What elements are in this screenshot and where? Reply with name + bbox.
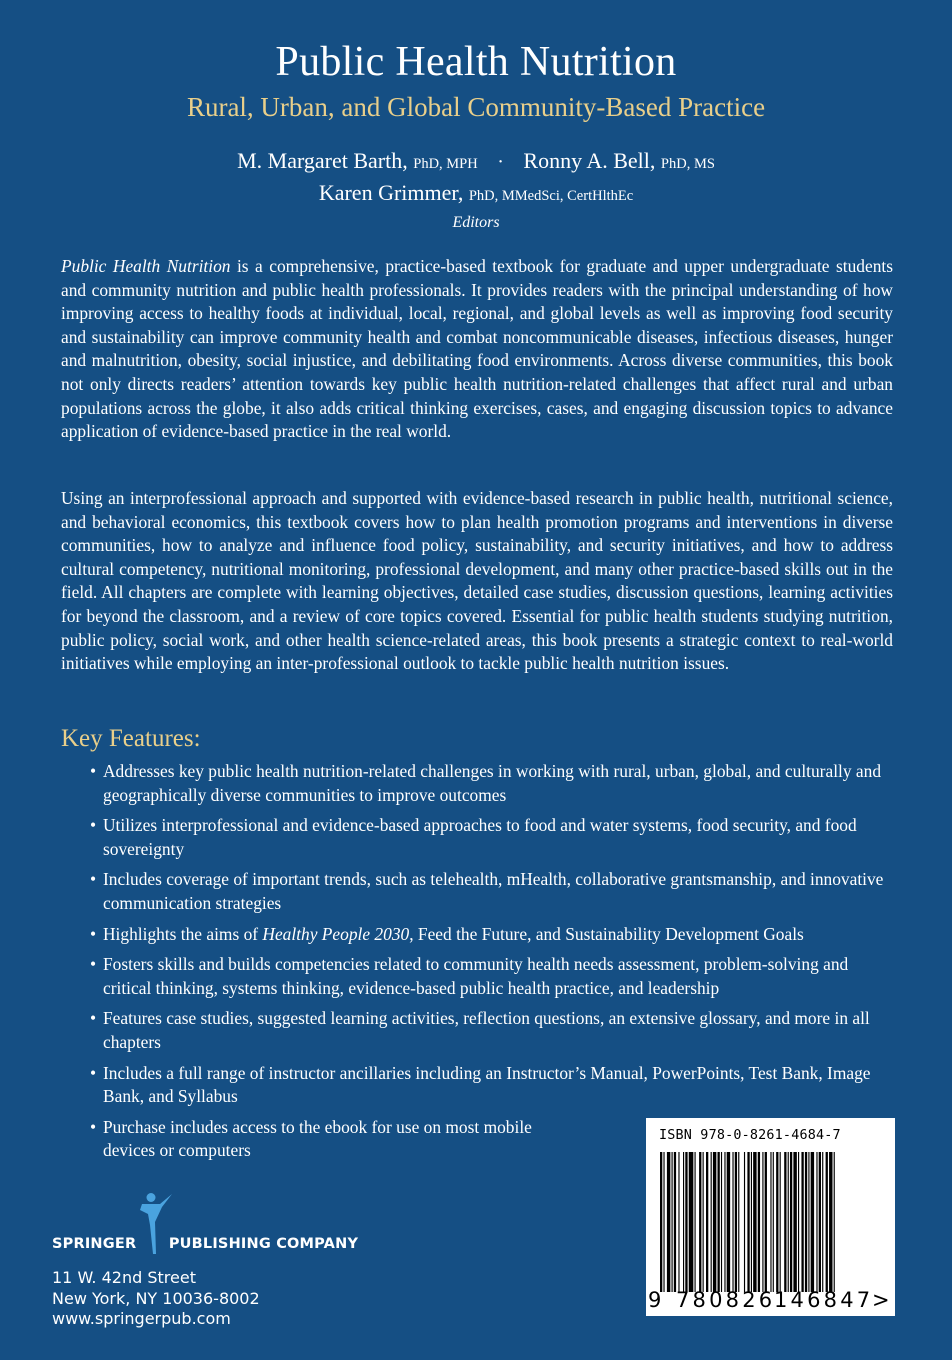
barcode-bar (672, 1152, 673, 1292)
barcode-bar (790, 1152, 792, 1292)
barcode-bar (685, 1152, 687, 1292)
barcode-bar (811, 1152, 814, 1292)
bullet-icon: • (90, 1062, 97, 1083)
list-item (90, 814, 890, 861)
editor-name: Ronny A. Bell, (523, 148, 656, 173)
list-item (90, 868, 890, 915)
bullet-icon: • (90, 923, 97, 944)
list-item-text: Includes coverage of important trends, such as telehealth, mHealth, collaborative grantsmanship, and innovative communication strategies (103, 869, 884, 913)
barcode-bar (747, 1152, 749, 1292)
barcode-bars (660, 1152, 880, 1292)
barcode-bar (695, 1152, 696, 1292)
barcode-bar (703, 1152, 704, 1292)
list-item (90, 1062, 890, 1109)
barcode-bar (784, 1152, 786, 1292)
description-paragraph-2: Using an interprofessional approach and supported with evidence-based research in public health, nutritional science, and behavioral economics, this textbook covers how to plan health promotion programs and interventions in diverse communities, how to analyze and influence food policy, sustainability, and security initiatives, and how to address cultural competency, nutritional monitoring, professional development, and many other practice-based skills out in the field. All chapters are complete with learning objectives, detailed case studies, discussion questions, learning activities for beyond the classroom, and a review of core topics covered. Essential for public health students studying nutrition, public policy, social work, and other health science-related areas, this book presents a strategic context to real-world initiatives while employing an inter-professional outlook to tackle public health nutrition issues. (61, 488, 893, 674)
barcode-bar (667, 1152, 670, 1292)
list-item-text: Fosters skills and builds competencies related to community health needs assessment, problem-solving and critical thinking, systems thinking, evidence-based public health practice, and leadership (103, 954, 849, 998)
list-item (90, 760, 890, 807)
barcode-bar (826, 1152, 828, 1292)
title-reference: Healthy People 2030 (262, 923, 410, 944)
barcode-bar (822, 1152, 823, 1292)
barcode-bar (732, 1152, 733, 1292)
editor-credentials: PhD, MS (660, 156, 715, 172)
barcode-bar (674, 1152, 676, 1292)
list-item-text: Includes a full range of instructor ancillaries including an Instructor’s Manual, PowerPoints, Test Bank, Image Bank, and Syllabus (103, 1062, 871, 1107)
barcode-bar (713, 1152, 716, 1292)
list-item (90, 1007, 890, 1054)
list-item-text: Purchase includes access to the ebook for use on most mobile devices or computers (103, 1116, 532, 1161)
isbn-barcode (646, 1118, 895, 1316)
publisher-name-left: SPRINGER (52, 1236, 137, 1252)
address-line: New York, NY 10036-8002 (52, 1288, 260, 1308)
publisher-website: www.springerpub.com (52, 1309, 231, 1328)
publisher-name-right: PUBLISHING COMPANY (168, 1236, 359, 1252)
publisher-logo (52, 1192, 372, 1264)
key-features-heading: Key Features: (61, 725, 201, 752)
barcode-bar (780, 1152, 781, 1292)
barcode-digits-left: 780826 (676, 1288, 776, 1312)
barcode-bar (735, 1152, 737, 1292)
barcode-bar (819, 1152, 821, 1292)
barcode-bar (816, 1152, 817, 1292)
barcode-bar (753, 1152, 756, 1292)
barcode-bar (762, 1152, 763, 1292)
title-reference: Public Health Nutrition (61, 256, 231, 276)
key-features-list (90, 760, 890, 1170)
bullet-icon: • (90, 869, 97, 890)
publisher-name (52, 1236, 358, 1252)
editor-credentials: PhD, MMedSci, CertHlthEc (468, 188, 634, 204)
barcode-bar (801, 1152, 803, 1292)
barcode-bar (770, 1152, 771, 1292)
bullet-icon: • (90, 815, 97, 836)
list-item-text: , Feed the Future, and Sustainability Development Goals (409, 923, 804, 944)
barcode-bar (765, 1152, 767, 1292)
barcode-bar (773, 1152, 774, 1292)
barcode-digits-right: 146847 (774, 1288, 874, 1312)
barcode-bar (727, 1152, 730, 1292)
editor-name: M. Margaret Barth, (237, 148, 408, 173)
address-line: 11 W. 42nd Street (52, 1268, 196, 1287)
editors-label: Editors (452, 214, 500, 231)
barcode-bar (663, 1152, 664, 1292)
list-item (90, 923, 890, 947)
book-subtitle: Rural, Urban, and Global Community-Based Practice (186, 92, 766, 122)
editors-line-2 (0, 180, 952, 206)
barcode-bar (683, 1152, 684, 1292)
barcode-bar (751, 1152, 752, 1292)
barcode-bar (678, 1152, 679, 1292)
isbn-label: ISBN 978-0-8261-4684-7 (659, 1128, 841, 1143)
paragraph-text: is a comprehensive, practice-based textbook for graduate and upper undergraduate students and community nutrition and public health professionals. It provides readers with the principal understanding of how improving access to healthy foods at individual, local, regional, and global levels as well as improving food security and sustainability can improve community health and combat noncommunicable diseases, infectious diseases, hunger and malnutrition, obesity, social injustice, and debilitating food environments. Across diverse communities, this book not only directs readers’ attention towards key public health nutrition-related challenges that affect rural and urban populations across the globe, it also adds critical thinking exercises, cases, and engaging discussion topics to advance application of evidence-based practice in the real world. (61, 256, 894, 442)
barcode-quiet-mark: > (872, 1288, 890, 1312)
barcode-bar (788, 1152, 789, 1292)
barcode-bar (711, 1152, 712, 1292)
barcode-bar (721, 1152, 722, 1292)
editor-credentials: PhD, MPH (413, 156, 478, 172)
barcode-bar (798, 1152, 799, 1292)
editor-separator: · (497, 151, 504, 173)
list-item-text: Highlights the aims of (103, 923, 263, 944)
publisher-address (52, 1268, 260, 1330)
barcode-bar (738, 1152, 739, 1292)
list-item (90, 1116, 583, 1163)
editors-line-1 (0, 148, 952, 174)
list-item-text: Utilizes interprofessional and evidence-based approaches to food and water systems, food security, and food sovereignty (103, 815, 857, 859)
barcode-bar (805, 1152, 807, 1292)
barcode-bar (808, 1152, 809, 1292)
barcode-bar (718, 1152, 720, 1292)
barcode-bar (699, 1152, 701, 1292)
editor-name: Karen Grimmer, (318, 180, 464, 205)
barcode-bar (724, 1152, 725, 1292)
list-item-text: Addresses key public health nutrition-related challenges in working with rural, urban, global, and culturally and geographically diverse communities to improve outcomes (103, 761, 882, 805)
barcode-bar (689, 1152, 694, 1292)
bullet-icon: • (90, 1116, 97, 1137)
bullet-icon: • (90, 1008, 97, 1029)
barcode-bar (758, 1152, 760, 1292)
book-title: Public Health Nutrition (275, 39, 677, 85)
description-paragraph-1 (61, 255, 893, 444)
barcode-bar (793, 1152, 796, 1292)
barcode-bar (829, 1152, 832, 1292)
list-item (90, 953, 890, 1000)
barcode-bar (660, 1152, 662, 1292)
bullet-icon: • (90, 954, 97, 975)
barcode-bar (776, 1152, 778, 1292)
bullet-icon: • (90, 761, 97, 781)
list-item-text: Features case studies, suggested learning activities, reflection questions, an extensive glossary, and more in all chapters (103, 1008, 870, 1052)
barcode-bar (744, 1152, 745, 1292)
barcode-bar (706, 1152, 708, 1292)
barcode-bar (834, 1152, 835, 1292)
barcode-digit-first: 9 (648, 1288, 662, 1312)
